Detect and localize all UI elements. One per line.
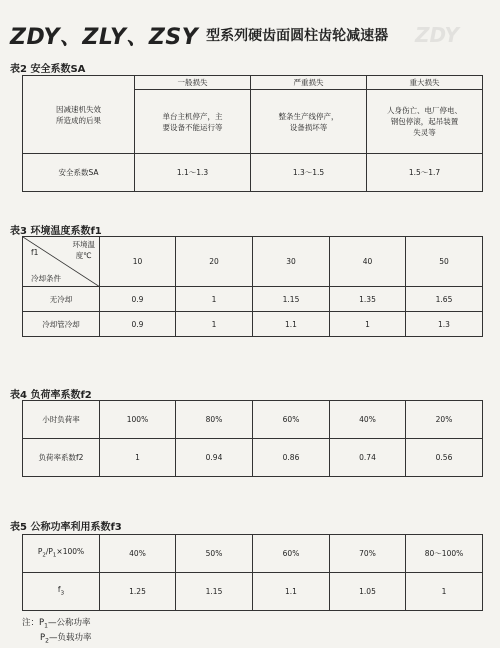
table-cell: 1 [176, 287, 253, 312]
table-cell: 60% [253, 401, 330, 439]
temp-header: 50 [406, 237, 483, 287]
table-cell: 1.25 [100, 573, 176, 611]
temperature-factor-table [22, 236, 483, 337]
safety-factor-table [22, 75, 483, 192]
consequence-header: 因减速机失效 所造成的后果 [23, 76, 135, 154]
row-label-ratio: $P_2/P_1\times 100\%$ [23, 535, 100, 573]
temp-header: 40 [330, 237, 406, 287]
table-cell: 0.9 [100, 312, 176, 337]
col-major-loss: 重大损失 [367, 76, 483, 90]
row-label: 负荷率系数f2 [23, 439, 100, 477]
row-label-f3: $f_3$ [23, 573, 100, 611]
effect-general: 单台主机停产，主 要设备不能运行等 [135, 90, 251, 154]
sa-value: 1.5～1.7 [367, 154, 483, 192]
table4-caption: 表4 负荷率系数f2 [10, 390, 92, 401]
table-cell: 80% [176, 401, 253, 439]
table-cell: 20% [406, 401, 483, 439]
table-cell: 60% [253, 535, 330, 573]
table5-caption: 表5 公称功率利用系数f3 [10, 522, 122, 533]
table-cell: 1 [330, 312, 406, 337]
table-cell: 1.15 [176, 573, 253, 611]
table2-caption: 表2 安全系数SA [10, 64, 86, 75]
table-cell: 100% [100, 401, 176, 439]
sa-label: 安全系数SA [23, 154, 135, 192]
table-cell: 0.86 [253, 439, 330, 477]
temp-header: 20 [176, 237, 253, 287]
table-cell: 80～100% [406, 535, 483, 573]
table-cell: 1.3 [406, 312, 483, 337]
title-model: ZDY、ZLY、ZSY [10, 24, 199, 50]
table-cell: 1 [176, 312, 253, 337]
ghost-title: ZDY [415, 23, 460, 47]
title-name: 型系列硬齿面圆柱齿轮减速器 [206, 28, 389, 44]
sa-value: 1.1～1.3 [135, 154, 251, 192]
table-cell: 40% [100, 535, 176, 573]
table-cell: 1.65 [406, 287, 483, 312]
effect-serious: 整条生产线停产， 设备损坏等 [251, 90, 367, 154]
temp-header: 30 [253, 237, 330, 287]
temp-header: 10 [100, 237, 176, 287]
table-cell: 1.1 [253, 573, 330, 611]
table-cell: 1 [406, 573, 483, 611]
power-utilization-table [22, 534, 483, 611]
table-cell: 1 [100, 439, 176, 477]
table-cell: 0.9 [100, 287, 176, 312]
note-p2: $P_2—$负载功率 [40, 633, 92, 645]
sa-value: 1.3～1.5 [251, 154, 367, 192]
col-serious-loss: 严重损失 [251, 76, 367, 90]
table-cell: 0.56 [406, 439, 483, 477]
page-title [10, 18, 388, 52]
row-label: 小时负荷率 [23, 401, 100, 439]
table-cell: 40% [330, 401, 406, 439]
table3-caption: 表3 环境温度系数f1 [10, 226, 102, 237]
corner-temp-label: 环境温 度℃ [72, 240, 95, 260]
col-general-loss: 一般损失 [135, 76, 251, 90]
table-cell: 1.05 [330, 573, 406, 611]
corner-cell [23, 237, 100, 287]
table-cell: 70% [330, 535, 406, 573]
row-label: 无冷却 [23, 287, 100, 312]
table-cell: 1.1 [253, 312, 330, 337]
note-p1: 注：$P_1—$公称功率 [22, 618, 91, 630]
corner-f1-label: f1 [31, 248, 39, 257]
load-factor-table [22, 400, 483, 477]
effect-major: 人身伤亡、电厂停电、 钢包停滚，起吊装置 失灵等 [367, 90, 483, 154]
corner-cooling-label: 冷却条件 [31, 274, 61, 283]
table-cell: 1.15 [253, 287, 330, 312]
row-label: 冷却管冷却 [23, 312, 100, 337]
table-cell: 0.94 [176, 439, 253, 477]
table-cell: 0.74 [330, 439, 406, 477]
table-cell: 1.35 [330, 287, 406, 312]
table-cell: 50% [176, 535, 253, 573]
